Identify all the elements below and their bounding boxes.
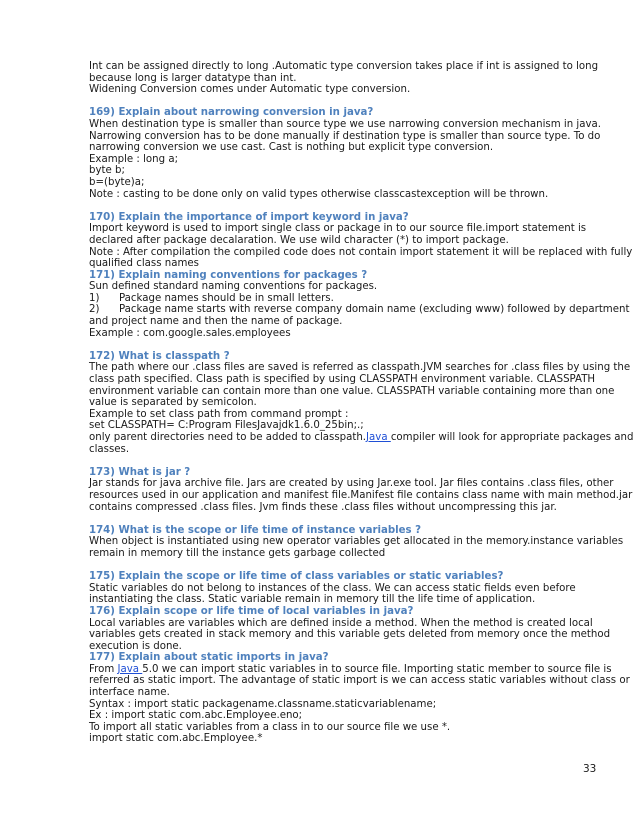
question-heading: 172) What is classpath ? <box>89 350 230 362</box>
body-line: narrowing conversion we use cast. Cast is nothing but explicit type conversion. <box>89 142 494 154</box>
java-link[interactable]: Java <box>366 432 391 443</box>
question-heading: 177) Explain about static imports in java? <box>89 652 329 664</box>
body-line: classes. <box>89 443 130 455</box>
body-line: Static variables do not belong to instances of the class. We can access static fields even before <box>89 582 576 594</box>
body-line: contains compressed .class files. Jvm finds these .class files without uncompressing this jar. <box>89 501 557 513</box>
question-heading: 169) Explain about narrowing conversion in java? <box>89 107 374 119</box>
body-text: 5.0 we can import static variables in to source file. Importing static member to source file is <box>142 663 612 675</box>
body-line: and project name and then the name of package. <box>89 316 343 328</box>
body-line: Jar stands for java archive file. Jars are created by using Jar.exe tool. Jar files contains .class files, other <box>89 478 614 490</box>
body-text: From <box>89 663 118 675</box>
body-line: To import all static variables from a class in to our source file we use *. <box>89 721 451 733</box>
section-169 <box>89 107 602 200</box>
body-line: resources used in our application and manifest file.Manifest file contains class name with main method.jar <box>89 489 633 501</box>
section-172 <box>89 350 634 455</box>
body-line: When destination type is smaller than source type we use narrowing conversion mechanism in java. <box>89 118 602 130</box>
page-number: 33 <box>583 763 597 775</box>
body-line: because long is larger datatype than int. <box>89 72 297 84</box>
section-173 <box>89 466 633 513</box>
body-line <box>89 432 634 444</box>
body-line: Example : com.google.sales.employees <box>89 327 291 339</box>
list-number: 1) <box>89 292 100 304</box>
body-line: import static com.abc.Employee.* <box>89 733 263 745</box>
java-link[interactable]: Java <box>117 663 143 675</box>
body-line: Note : After compilation the compiled code does not contain import statement it will be replaced with fully <box>89 246 633 258</box>
list-item <box>89 304 630 316</box>
body-text: compiler will look for appropriate packages and <box>390 432 634 443</box>
body-line: instantiating the class. Static variable remain in memory till the life time of application. <box>89 594 536 606</box>
section-170 <box>89 211 633 270</box>
body-line: Ex : import static com.abc.Employee.eno; <box>89 710 303 722</box>
body-line: set CLASSPATH= C:Program FilesJavajdk1.6.0_25bin;.; <box>89 420 364 432</box>
body-line: qualified class names <box>89 258 199 270</box>
body-line: Widening Conversion comes under Automatic type conversion. <box>89 84 411 96</box>
body-line: Local variables are variables which are defined inside a method. When the method is created local <box>89 617 593 629</box>
section-174 <box>89 524 624 560</box>
body-line: variables gets created in stack memory and this variable gets deleted from memory once the method <box>89 629 611 641</box>
body-line: Note : casting to be done only on valid types otherwise classcastexception will be thrown. <box>89 188 549 200</box>
intro-section <box>89 61 598 96</box>
body-line: Example : long a; <box>89 153 179 165</box>
question-heading: 171) Explain naming conventions for packages ? <box>89 269 368 281</box>
question-heading: 175) Explain the scope or life time of class variables or static variables? <box>89 571 504 583</box>
body-line: class path specified. Class path is specified by using CLASSPATH environment variable. CLASSPATH <box>89 374 596 386</box>
body-line: byte b; <box>89 165 125 177</box>
body-line: declared after package decalaration. We use wild character (*) to import package. <box>89 234 509 246</box>
section-175 <box>89 571 598 606</box>
body-line <box>89 663 612 676</box>
list-number: 2) <box>89 304 100 316</box>
body-line: Int can be assigned directly to long .Automatic type conversion takes place if int is assigned to long <box>89 61 599 72</box>
body-line: environment variable can contain more than one value. CLASSPATH variable containing more than one <box>89 385 615 397</box>
body-line: When object is instantiated using new operator variables get allocated in the memory.instance variables <box>89 536 624 548</box>
question-heading: 173) What is jar ? <box>89 466 191 478</box>
section-171 <box>89 269 630 340</box>
body-line: Import keyword is used to import single class or package in to our source file.import statement is <box>89 223 587 235</box>
body-line: Sun defined standard naming conventions for packages. <box>89 281 378 293</box>
body-line: remain in memory till the instance gets garbage collected <box>89 547 386 559</box>
body-line: Syntax : import static packagename.classname.staticvariablename; <box>89 698 437 710</box>
body-line: value is separated by semicolon. <box>89 397 257 409</box>
section-176 <box>89 605 611 652</box>
body-line: Narrowing conversion has to be done manually if destination type is smaller than source type. To do <box>89 130 601 142</box>
question-heading: 176) Explain scope or life time of local variables in java? <box>89 605 414 617</box>
list-item-text: Package name starts with reverse company domain name (excluding www) followed by department <box>119 304 630 316</box>
body-line: The path where our .class files are saved is referred as classpath.JVM searches for .class files by using the <box>89 362 631 374</box>
body-text: only parent directories need to be added to classpath. <box>89 432 367 443</box>
question-heading: 174) What is the scope or life time of instance variables ? <box>89 524 422 536</box>
section-177 <box>89 652 630 745</box>
list-item <box>89 293 598 305</box>
body-line: Example to set class path from command prompt : <box>89 408 349 420</box>
list-item-text: Package names should be in small letters. <box>119 292 334 304</box>
question-heading: 170) Explain the importance of import keyword in java? <box>89 211 409 223</box>
body-line: execution is done. <box>89 640 182 652</box>
body-line: b=(byte)a; <box>89 176 145 188</box>
body-line: interface name. <box>89 687 170 699</box>
body-line: referred as static import. The advantage of static import is we can access static variables without class or <box>89 675 630 687</box>
